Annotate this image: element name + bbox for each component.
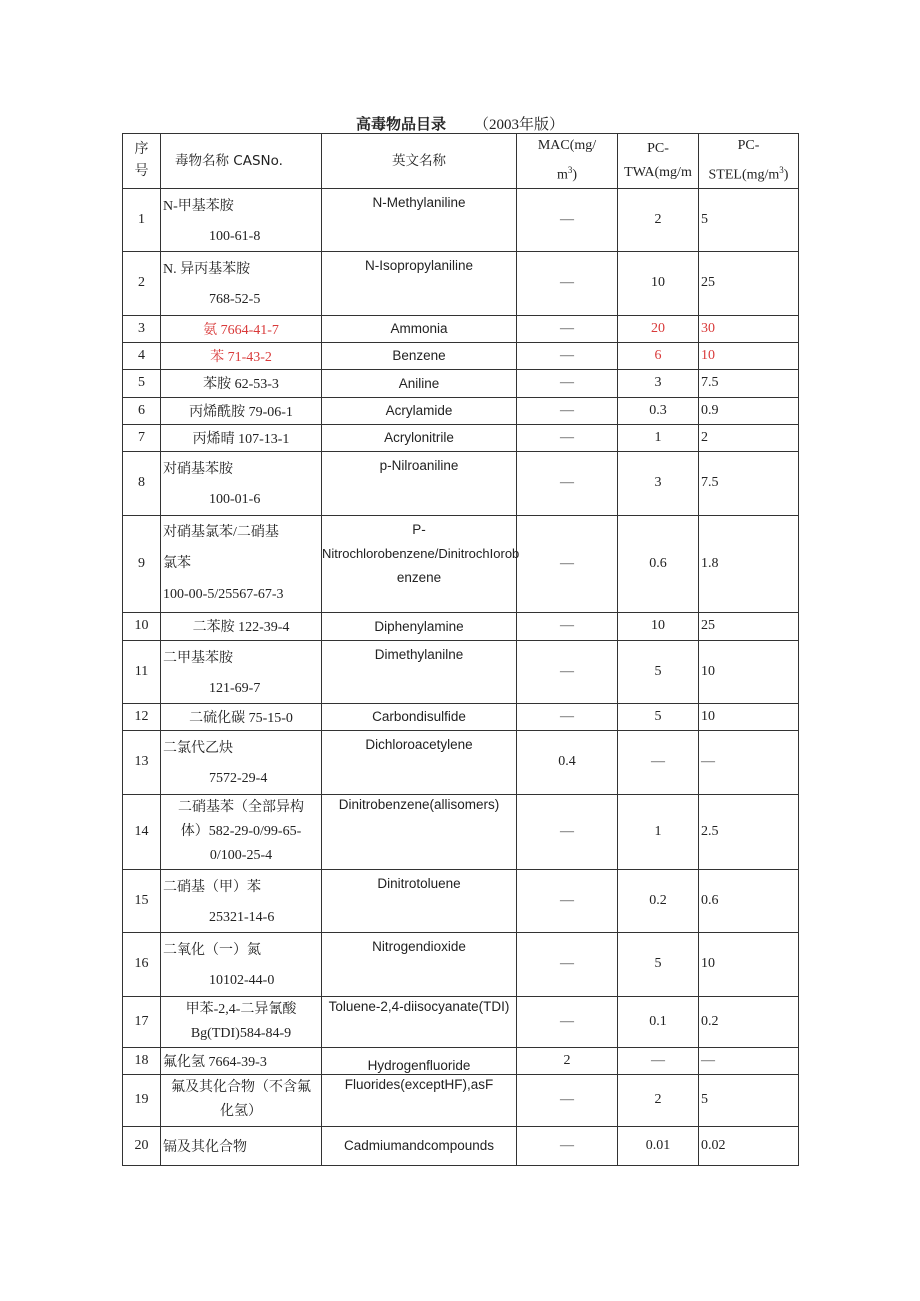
cell-twa: 1: [618, 794, 699, 869]
cell-name: [161, 515, 322, 612]
cell-english: Ammonia: [322, 315, 517, 342]
header-stel-b: STEL(mg/m: [708, 167, 780, 183]
cell-no: 8: [123, 451, 161, 515]
table-row: [123, 342, 799, 369]
cell-mac: —: [517, 451, 618, 515]
substance-name: 二氧化（一）氮: [163, 943, 261, 959]
substance-name: 二硝基（甲）苯: [163, 879, 261, 895]
cell-name: 氨 7664-41-7: [161, 315, 322, 342]
cell-stel: 10: [699, 932, 799, 996]
table-row: [123, 1047, 799, 1074]
table-row: [123, 1126, 799, 1165]
substance-name: 二氯代乙炔: [163, 741, 233, 757]
cas-number: 100-01-6: [209, 492, 261, 508]
cell-twa: —: [618, 1047, 699, 1074]
cell-mac: —: [517, 369, 618, 397]
header-cn: 毒物名称 CASNo.: [161, 134, 322, 189]
cell-mac: —: [517, 703, 618, 730]
cell-mac: —: [517, 315, 618, 342]
cell-twa: 5: [618, 640, 699, 703]
cell-no: 11: [123, 640, 161, 703]
header-mac-b: m: [556, 167, 568, 183]
cell-mac: 2: [517, 1047, 618, 1074]
cell-name: [161, 1074, 322, 1126]
cell-mac: —: [517, 515, 618, 612]
english-line1: P-: [412, 521, 426, 537]
cell-twa: 5: [618, 703, 699, 730]
toxic-substances-table: [122, 133, 799, 1166]
cell-english: Acrylamide: [322, 397, 517, 424]
cell-no: 14: [123, 794, 161, 869]
cell-no: 5: [123, 369, 161, 397]
cell-twa: 20: [618, 315, 699, 342]
table-row: [123, 424, 799, 451]
cell-name: [161, 188, 322, 251]
document-title: [0, 113, 920, 134]
title-year: （2003年版）: [474, 117, 565, 133]
cell-stel: 2.5: [699, 794, 799, 869]
cell-no: 16: [123, 932, 161, 996]
cell-name: 氟化氢 7664-39-3: [161, 1047, 322, 1074]
header-mac-a: MAC(mg/: [537, 138, 597, 153]
cell-no: 12: [123, 703, 161, 730]
cell-no: 20: [123, 1126, 161, 1165]
table-row: [123, 612, 799, 640]
cell-mac: —: [517, 1074, 618, 1126]
substance-name: 二甲基苯胺: [163, 650, 233, 666]
cell-english: p-Nilroaniline: [322, 451, 517, 515]
cell-stel: 25: [699, 612, 799, 640]
cell-english: Dichloroacetylene: [322, 730, 517, 794]
cell-name: [161, 996, 322, 1047]
cell-no: 1: [123, 188, 161, 251]
table-row: [123, 996, 799, 1047]
cell-twa: 6: [618, 342, 699, 369]
cell-name: 苯胺 62-53-3: [161, 369, 322, 397]
substance-name: N. 异丙基苯胺: [163, 262, 251, 278]
cas-number: 768-52-5: [209, 292, 261, 308]
cell-name: [161, 730, 322, 794]
cell-twa: 3: [618, 369, 699, 397]
table-row: [123, 397, 799, 424]
cell-mac: —: [517, 251, 618, 315]
cell-english: Dinitrotoluene: [322, 869, 517, 932]
cas-number: 25321-14-6: [209, 909, 275, 925]
table-row: [123, 315, 799, 342]
title-text: 高毒物品目录: [355, 115, 446, 133]
cell-stel: 5: [699, 188, 799, 251]
cell-stel: 0.02: [699, 1126, 799, 1165]
cell-name: 镉及其化合物: [161, 1126, 322, 1165]
cell-twa: 3: [618, 451, 699, 515]
cell-no: 10: [123, 612, 161, 640]
cell-twa: 5: [618, 932, 699, 996]
cell-stel: 5: [699, 1074, 799, 1126]
table-row: [123, 188, 799, 251]
header-twa-b: TWA(mg/m: [624, 164, 692, 180]
cell-no: 2: [123, 251, 161, 315]
cell-stel: 0.2: [699, 996, 799, 1047]
cell-name: 丙烯酰胺 79-06-1: [161, 397, 322, 424]
cell-twa: 10: [618, 251, 699, 315]
cell-twa: 0.2: [618, 869, 699, 932]
cell-mac: —: [517, 794, 618, 869]
english-line3: enzene: [396, 569, 442, 585]
cell-twa: 2: [618, 188, 699, 251]
header-en: 英文名称: [322, 134, 517, 189]
cell-no: 13: [123, 730, 161, 794]
cell-mac: —: [517, 188, 618, 251]
cell-stel: —: [699, 730, 799, 794]
cell-no: 3: [123, 315, 161, 342]
table-row: [123, 794, 799, 869]
cell-stel: 7.5: [699, 369, 799, 397]
cell-mac: —: [517, 424, 618, 451]
table-row: [123, 515, 799, 612]
cell-stel: 1.8: [699, 515, 799, 612]
cell-english: Toluene-2,4-diisocyanate(TDI): [322, 996, 517, 1047]
cell-name: [161, 869, 322, 932]
cell-english: Aniline: [322, 369, 517, 397]
cell-twa: 0.6: [618, 515, 699, 612]
header-stel-sup: 3: [779, 165, 784, 175]
cell-stel: 10: [699, 703, 799, 730]
table-row: [123, 869, 799, 932]
cell-name: [161, 451, 322, 515]
substance-name: N-甲基苯胺: [163, 198, 234, 214]
cell-stel: 10: [699, 640, 799, 703]
cell-mac: —: [517, 996, 618, 1047]
cell-twa: 0.01: [618, 1126, 699, 1165]
cell-name: [161, 932, 322, 996]
cell-english: N-Isopropylaniline: [322, 251, 517, 315]
cell-no: 9: [123, 515, 161, 612]
substance-name-line1: 甲苯-2,4-二异氰酸: [185, 1001, 297, 1017]
cell-twa: 0.3: [618, 397, 699, 424]
english-line2: Nitrochlorobenzene/DinitrochIorob: [322, 545, 520, 561]
cas-number: 100-00-5/25567-67-3: [163, 587, 284, 603]
table-row: [123, 251, 799, 315]
cell-english: Diphenylamine: [322, 612, 517, 640]
cell-english: Dimethylanilne: [322, 640, 517, 703]
table-row: [123, 451, 799, 515]
substance-name-line1: 二硝基苯（全部异构: [178, 799, 304, 815]
table-row: [123, 703, 799, 730]
table-row: [123, 369, 799, 397]
cell-english: Fluorides(exceptHF),asF: [322, 1074, 517, 1126]
cell-no: 17: [123, 996, 161, 1047]
cell-twa: 0.1: [618, 996, 699, 1047]
cell-english: Hydrogenfluoride: [322, 1047, 517, 1074]
header-mac-c: ): [572, 167, 578, 183]
cell-english: [322, 515, 520, 612]
header-twa: [618, 134, 699, 189]
cell-stel: 7.5: [699, 451, 799, 515]
cas-number: 121-69-7: [209, 680, 261, 696]
cell-english: Acrylonitrile: [322, 424, 517, 451]
table-row: [123, 932, 799, 996]
cell-mac: 0.4: [517, 730, 618, 794]
cell-twa: 10: [618, 612, 699, 640]
cell-mac: —: [517, 869, 618, 932]
table-header-row: [123, 134, 799, 189]
header-stel: [699, 134, 799, 189]
cell-name: [161, 251, 322, 315]
cell-mac: —: [517, 932, 618, 996]
substance-name-line1: 对硝基氯苯/二硝基: [163, 525, 279, 541]
substance-name: 对硝基苯胺: [163, 462, 233, 478]
cell-stel: 2: [699, 424, 799, 451]
cell-mac: —: [517, 397, 618, 424]
cell-english: Benzene: [322, 342, 517, 369]
cell-no: 18: [123, 1047, 161, 1074]
cell-mac: —: [517, 640, 618, 703]
cell-twa: 2: [618, 1074, 699, 1126]
table-row: [123, 640, 799, 703]
cell-stel: 30: [699, 315, 799, 342]
cell-stel: 0.9: [699, 397, 799, 424]
cell-stel: 0.6: [699, 869, 799, 932]
cell-no: 19: [123, 1074, 161, 1126]
cell-name: 二苯胺 122-39-4: [161, 612, 322, 640]
cell-english: N-Methylaniline: [322, 188, 517, 251]
cell-english: Cadmiumandcompounds: [322, 1126, 517, 1165]
cas-number: 100-61-8: [209, 228, 261, 244]
cell-mac: —: [517, 1126, 618, 1165]
cell-twa: —: [618, 730, 699, 794]
header-twa-a: PC-: [647, 140, 669, 156]
cell-name: [161, 640, 322, 703]
cell-stel: 25: [699, 251, 799, 315]
cell-name: 丙烯晴 107-13-1: [161, 424, 322, 451]
cas-number: 7572-29-4: [209, 771, 268, 787]
cell-stel: —: [699, 1047, 799, 1074]
cell-twa: 1: [618, 424, 699, 451]
cell-name: 苯 71-43-2: [161, 342, 322, 369]
header-mac-sup: 3: [567, 165, 573, 175]
cell-no: 4: [123, 342, 161, 369]
header-stel-a: PC-: [737, 138, 760, 153]
cell-stel: 10: [699, 342, 799, 369]
substance-name-line1: 氟及其化合物（不含氟: [171, 1080, 311, 1096]
header-mac: [517, 134, 618, 189]
cell-mac: —: [517, 612, 618, 640]
substance-name-line2: 化氢）: [220, 1104, 262, 1120]
cell-name: [161, 794, 322, 869]
cas-number: Bg(TDI)584-84-9: [190, 1025, 292, 1041]
table-row: [123, 730, 799, 794]
substance-name-line2: 氯苯: [163, 556, 191, 572]
cell-english: Carbondisulfide: [322, 703, 517, 730]
header-no: 序号: [123, 134, 161, 189]
cell-no: 7: [123, 424, 161, 451]
cell-no: 6: [123, 397, 161, 424]
cell-name: 二硫化碳 75-15-0: [161, 703, 322, 730]
table-row: [123, 1074, 799, 1126]
substance-name-line2: 体）582-29-0/99-65-: [180, 823, 302, 839]
cell-english: Nitrogendioxide: [322, 932, 517, 996]
header-stel-c: ): [783, 167, 789, 183]
cell-mac: —: [517, 342, 618, 369]
cas-number: 10102-44-0: [209, 973, 275, 989]
cell-english: Dinitrobenzene(allisomers): [322, 794, 517, 869]
cas-number: 0/100-25-4: [209, 847, 273, 863]
cell-no: 15: [123, 869, 161, 932]
